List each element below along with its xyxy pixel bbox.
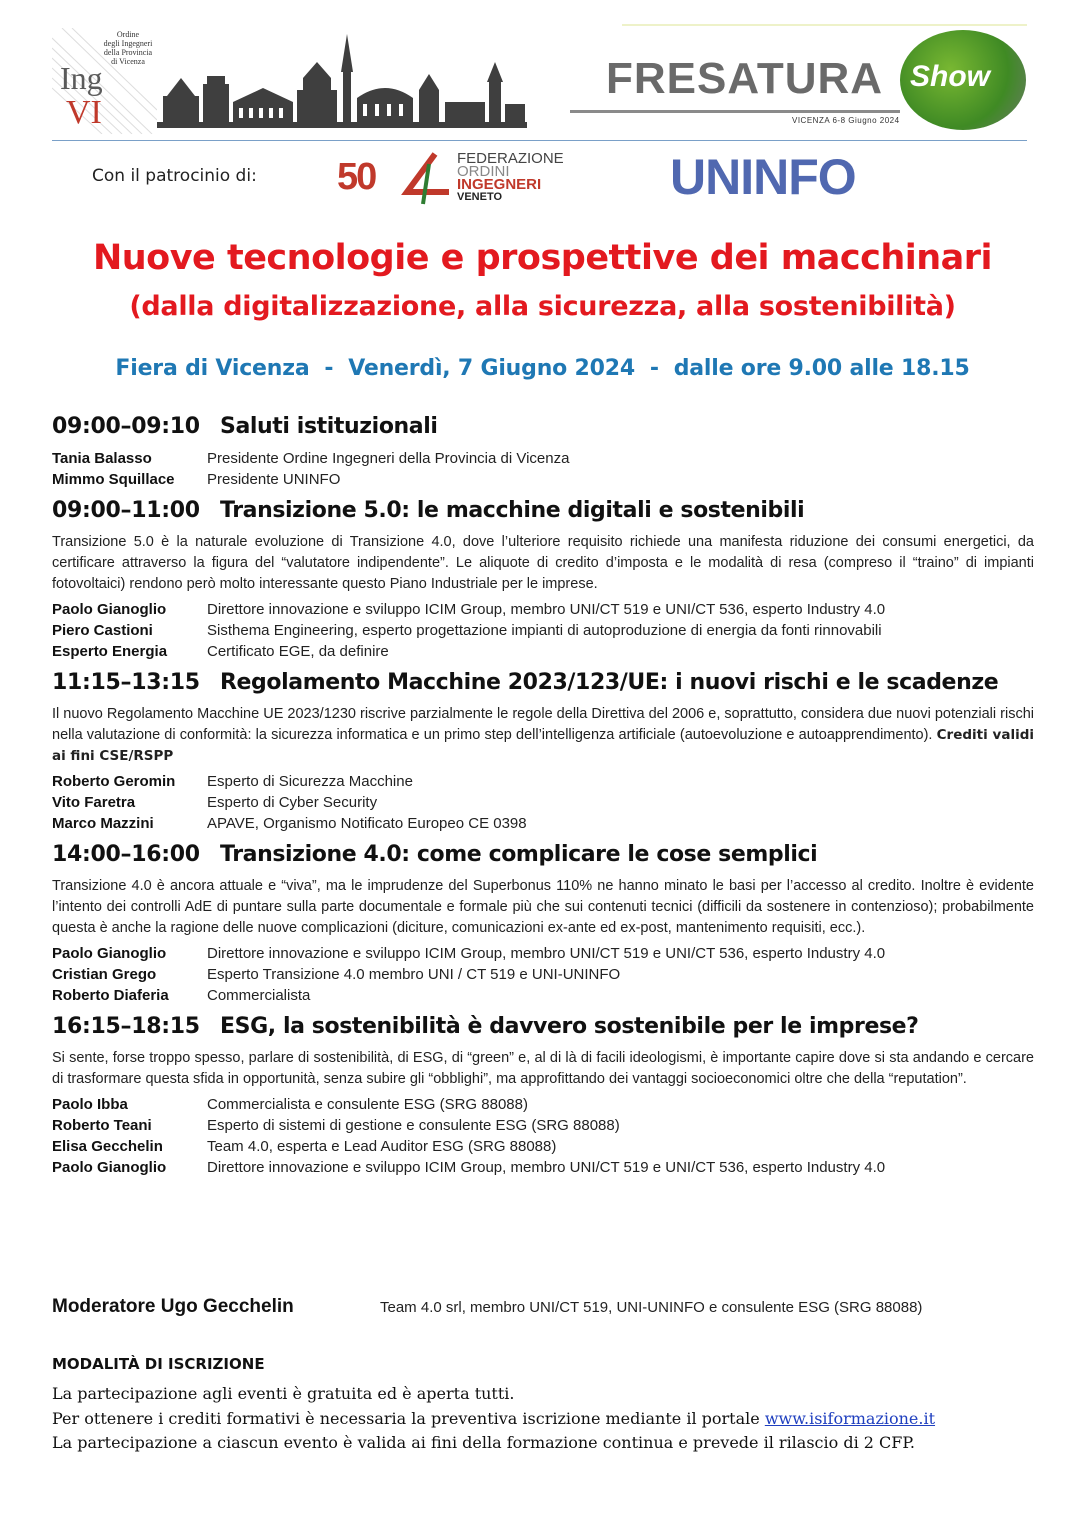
registration-line-3: La partecipazione a ciascun evento è valida ai fini della formazione continua e prevede il rilascio di 2 CFP. xyxy=(52,1433,916,1452)
isiformazione-link[interactable]: www.isiformazione.it xyxy=(764,1408,936,1428)
registration-line-2-text: Per ottenere i crediti formativi è necessaria la preventiva iscrizione mediante il portale xyxy=(52,1408,760,1428)
speaker-name: Marco Mazzini xyxy=(52,815,154,832)
speaker-row xyxy=(52,1094,1034,1115)
speaker-row xyxy=(52,641,1034,662)
fed-line-2: ORDINI xyxy=(457,163,510,180)
speaker-name: Elisa Gecchelin xyxy=(52,1138,163,1155)
registration-line-1: La partecipazione agli eventi è gratuita ed è aperta tutti. xyxy=(52,1384,515,1403)
speaker-row xyxy=(52,771,1034,792)
fresatura-date: VICENZA 6-8 Giugno 2024 xyxy=(792,116,900,125)
program-content xyxy=(52,414,1034,1186)
registration-text xyxy=(52,1382,1042,1456)
session-5 xyxy=(52,1014,1034,1178)
session-header xyxy=(52,670,1034,704)
speaker-role: Commercialista e consulente ESG (SRG 88088) xyxy=(207,1096,528,1113)
speaker-role: Presidente Ordine Ingegneri della Provincia di Vicenza xyxy=(207,450,570,467)
session-title: Transizione 5.0: le macchine digitali e sostenibili xyxy=(220,498,805,523)
fresatura-word: FRESATURA xyxy=(606,54,884,103)
session-title: Regolamento Macchine 2023/123/UE: i nuovi rischi e le scadenze xyxy=(220,670,999,695)
moderator-name: Moderatore Ugo Gecchelin xyxy=(52,1296,294,1317)
header-divider xyxy=(52,140,1027,141)
speaker-name: Roberto Teani xyxy=(52,1117,152,1134)
speaker-name: Paolo Ibba xyxy=(52,1096,128,1113)
speaker-row xyxy=(52,599,1034,620)
session-3 xyxy=(52,670,1034,834)
speaker-row xyxy=(52,1136,1034,1157)
speaker-role: Team 4.0, esperta e Lead Auditor ESG (SRG 88088) xyxy=(207,1138,557,1155)
fed-50-number: 50 xyxy=(337,156,376,198)
session-description xyxy=(52,704,1034,767)
speaker-name: Esperto Energia xyxy=(52,643,168,660)
fed-line-3: INGEGNERI xyxy=(457,176,542,193)
speaker-row xyxy=(52,448,1034,469)
session-time: 09:00–11:00 xyxy=(52,498,200,523)
session-header xyxy=(52,842,1034,876)
speaker-name: Mimmo Squillace xyxy=(52,471,175,488)
fresatura-show-logo xyxy=(570,24,1027,134)
speaker-name: Roberto Geromin xyxy=(52,773,176,790)
speaker-role: Esperto di Sicurezza Macchine xyxy=(207,773,413,790)
session-description: Si sente, forse troppo spesso, parlare di sostenibilità, di ESG, di “green” e, al di là di facili ideologismi, è importante capire dove si sta andando e cercare di trasformare questa sfida in opportunità, senza subire gli “obblighi”, ma approfittando dei vantaggi socioeconomici oltre che della “reputation”. xyxy=(52,1050,1034,1087)
session-2 xyxy=(52,498,1034,662)
patronage-label: Con il patrocinio di: xyxy=(92,166,257,186)
session-time: 16:15–18:15 xyxy=(52,1014,200,1039)
session-1 xyxy=(52,414,1034,490)
session-header xyxy=(52,414,1034,448)
speaker-role: Esperto di Cyber Security xyxy=(207,794,378,811)
session-time: 14:00–16:00 xyxy=(52,842,200,867)
page-title: Nuove tecnologie e prospettive dei macchinari xyxy=(92,238,993,278)
ingvi-vi: VI xyxy=(66,94,102,131)
speaker-row xyxy=(52,1115,1034,1136)
ingvi-logo xyxy=(52,28,157,134)
fresatura-top-line xyxy=(622,24,1027,26)
page-subtitle: (dalla digitalizzazione, alla sicurezza, alla sostenibilità) xyxy=(129,291,956,322)
moderator-role: Team 4.0 srl, membro UNI/CT 519, UNI-UNINFO e consulente ESG (SRG 88088) xyxy=(380,1299,923,1316)
page-header xyxy=(52,24,1027,142)
speaker-role: APAVE, Organismo Notificato Europeo CE 0398 xyxy=(207,815,527,832)
speaker-role: Esperto Transizione 4.0 membro UNI / CT 519 e UNI-UNINFO xyxy=(207,966,621,983)
fed-mark-icon xyxy=(399,152,455,206)
speaker-role: Presidente UNINFO xyxy=(207,471,341,488)
session-description: Transizione 5.0 è la naturale evoluzione di Transizione 4.0, dove l’ulteriore requisito richiede una manifesta riduzione dei consumi energetici, da certificare attraverso la figura del “valutatore indipendente”. Le aliquote di credito d’imposta e le modalità di resa (compreso il “traino” di impianti fotovoltaici) rendono però molto interessante questo Piano Industriale per le imprese. xyxy=(52,534,1034,592)
speaker-name: Cristian Grego xyxy=(52,966,157,983)
speaker-row xyxy=(52,964,1034,985)
fed-text xyxy=(457,152,564,204)
session-time: 09:00–09:10 xyxy=(52,414,200,439)
fresatura-show: Show xyxy=(910,60,990,93)
session-title: Saluti istituzionali xyxy=(220,414,438,439)
speaker-role: Certificato EGE, da definire xyxy=(207,643,389,660)
registration-title: MODALITÀ DI ISCRIZIONE xyxy=(52,1355,265,1373)
speaker-role: Direttore innovazione e sviluppo ICIM Group, membro UNI/CT 519 e UNI/CT 536, esperto Industry 4.0 xyxy=(207,1159,886,1176)
speaker-name: Paolo Gianoglio xyxy=(52,945,167,962)
credit-note: Crediti validi ai fini CSE/RSPP xyxy=(52,727,1035,764)
fed-line-1: FEDERAZIONE xyxy=(457,150,564,167)
session-time: 11:15–13:15 xyxy=(52,670,200,695)
speaker-row xyxy=(52,813,1034,834)
speaker-role: Direttore innovazione e sviluppo ICIM Group, membro UNI/CT 519 e UNI/CT 536, esperto Industry 4.0 xyxy=(207,945,886,962)
fresatura-underline xyxy=(570,110,900,113)
ingvi-line-3: della Provincia xyxy=(103,48,153,57)
session-4 xyxy=(52,842,1034,1006)
ingvi-line-1: Ordine xyxy=(116,30,140,39)
ingvi-small-text xyxy=(98,30,158,66)
speaker-name: Tania Balasso xyxy=(52,450,152,467)
speaker-role: Sisthema Engineering, esperto progettazione impianti di autoproduzione di energia da fonti rinnovabili xyxy=(207,622,882,639)
vicenza-skyline-image xyxy=(157,32,527,128)
speaker-row xyxy=(52,792,1034,813)
registration-line-2 xyxy=(52,1407,1042,1432)
speaker-row xyxy=(52,620,1034,641)
speaker-row xyxy=(52,1157,1034,1178)
session-description: Transizione 4.0 è ancora attuale e “viva”, ma le imprudenze del Superbonus 110% ne hanno minato le basi per l’accesso al credito. Inoltre è evidente l’intento dei controlli AdE di puntare sulla parte documentale e formale più che sui contenuti tecnici (difficili da sostenere in contenzioso); probabilmente questa è anche la ragione delle nuove complicazioni (diciture, comunicazioni ex-ante ed ex-post, mantenimento requisiti, ecc.). xyxy=(52,878,1034,936)
federazione-ingegneri-veneto-logo xyxy=(337,150,564,208)
session-description-text: Il nuovo Regolamento Macchine UE 2023/1230 riscrive parzialmente le regole della Direttiva del 2006 e, soprattutto, considera due nuovi potenziali rischi nella valutazione di conformità: la sicurezza informatica e un primo step dell’intelligenza artificiale (autoevoluzione e autoapprendimento). xyxy=(52,706,1034,743)
uninfo-logo: UNINFO xyxy=(670,149,856,205)
ingvi-ing: Ing xyxy=(60,60,103,96)
ingvi-line-4: di Vicenza xyxy=(111,57,145,66)
speaker-role: Direttore innovazione e sviluppo ICIM Group, membro UNI/CT 519 e UNI/CT 536, esperto Industry 4.0 xyxy=(207,601,886,618)
speaker-name: Piero Castioni xyxy=(52,622,153,639)
speaker-name: Roberto Diaferia xyxy=(52,987,169,1004)
speaker-name: Paolo Gianoglio xyxy=(52,1159,167,1176)
speaker-row xyxy=(52,943,1034,964)
session-title: Transizione 4.0: come complicare le cose semplici xyxy=(220,842,818,867)
fed-line-4: VENETO xyxy=(457,191,503,203)
speaker-role: Commercialista xyxy=(207,987,311,1004)
session-header xyxy=(52,1014,1034,1048)
ingvi-line-2: degli Ingegneri xyxy=(103,39,153,48)
session-header xyxy=(52,498,1034,532)
speaker-row xyxy=(52,985,1034,1006)
speaker-row xyxy=(52,469,1034,490)
event-venue-date: Fiera di Vicenza - Venerdì, 7 Giugno 2024 - dalle ore 9.00 alle 18.15 xyxy=(115,356,970,381)
speaker-role: Esperto di sistemi di gestione e consulente ESG (SRG 88088) xyxy=(207,1117,620,1134)
speaker-name: Vito Faretra xyxy=(52,794,136,811)
speaker-name: Paolo Gianoglio xyxy=(52,601,167,618)
session-title: ESG, la sostenibilità è davvero sostenibile per le imprese? xyxy=(220,1014,919,1039)
moderator-row xyxy=(52,1296,1034,1318)
